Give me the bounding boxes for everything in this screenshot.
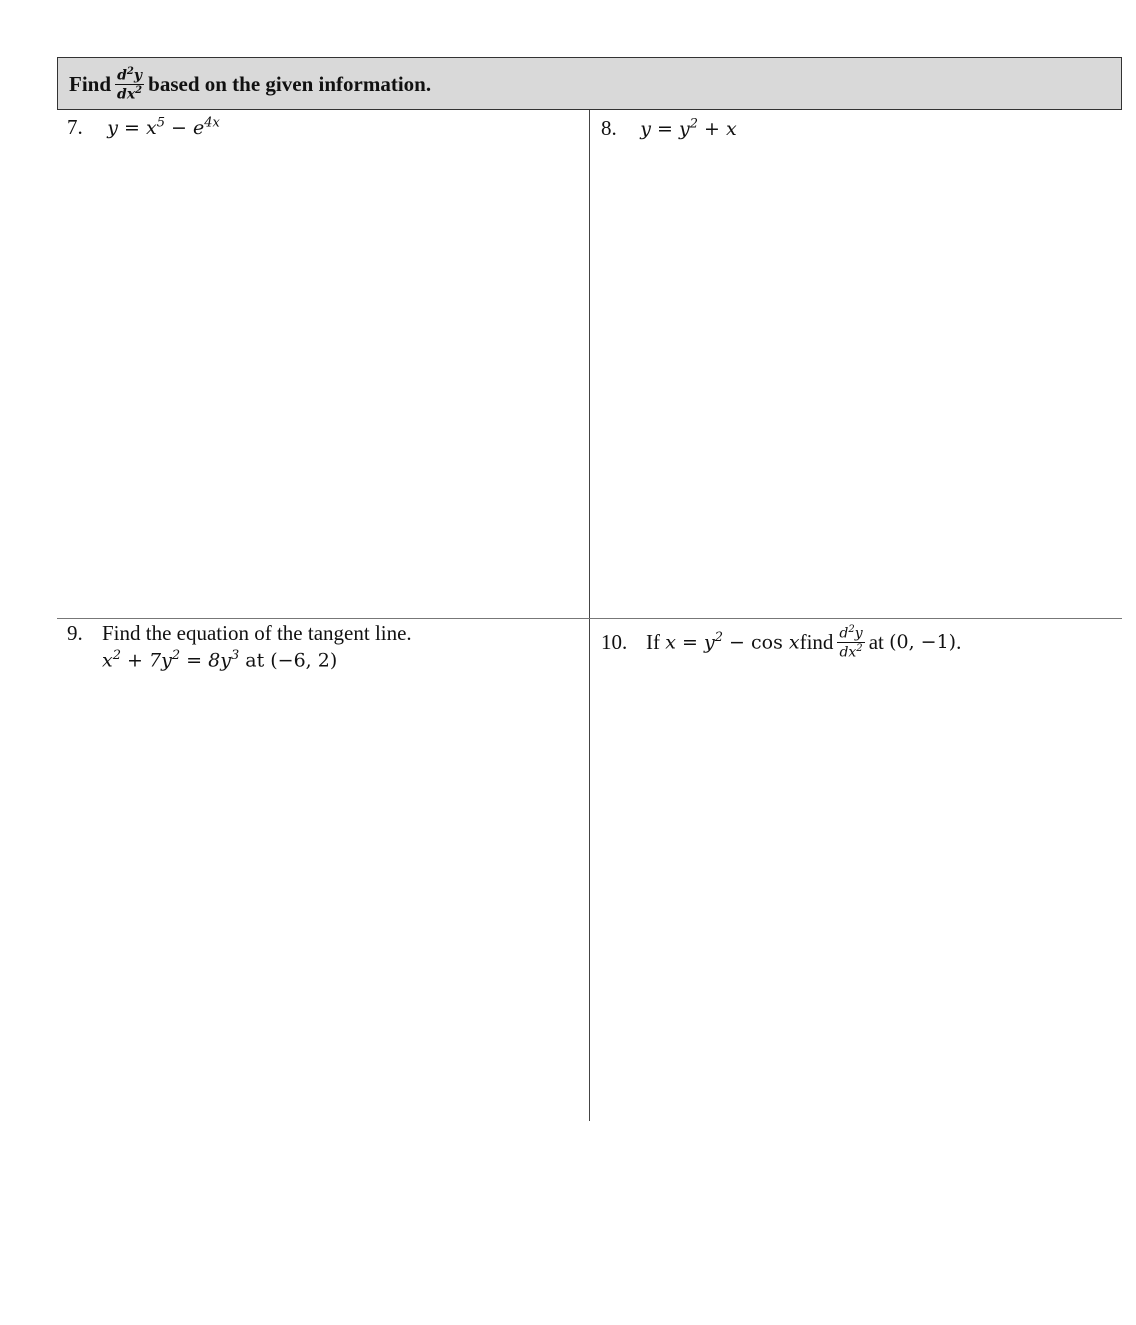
problem-7	[67, 115, 220, 140]
problem-number: 10.	[601, 629, 628, 654]
problem-number: 8.	[601, 116, 617, 140]
problem-equation: $y = y^2 + x$	[640, 116, 737, 140]
problem-number: 9.	[67, 621, 83, 645]
problem-equation: $x = y^2 - \cos x$	[665, 630, 800, 654]
second-derivative-fraction: $\frac{d^2y}{dx^2}$	[117, 65, 143, 103]
problem-8	[601, 116, 737, 141]
if-word: If	[646, 629, 660, 654]
second-derivative-fraction: $\frac{d^2y}{dx^2}$	[839, 623, 863, 661]
find-word: find	[799, 629, 834, 654]
problem-9	[67, 621, 412, 672]
problem-prompt: Find the equation of the tangent line.	[102, 621, 412, 645]
problem-equation: $x^2 + 7y^2 = 8y^3$ at (−6, 2)	[102, 648, 338, 672]
horizontal-divider	[57, 618, 1122, 619]
problem-number: 7.	[67, 115, 83, 139]
period: .	[956, 629, 962, 654]
instructions-suffix: based on the given information.	[148, 71, 432, 96]
problem-10	[601, 622, 961, 662]
problem-equation: $y = x^5 - e^{4x}$	[107, 115, 220, 139]
point: (0, −1)	[889, 631, 957, 653]
at-word: at	[868, 629, 884, 654]
vertical-divider	[589, 110, 590, 1121]
instructions-header	[57, 57, 1122, 110]
instructions-text	[69, 64, 431, 104]
instructions-prefix: Find	[69, 71, 112, 96]
